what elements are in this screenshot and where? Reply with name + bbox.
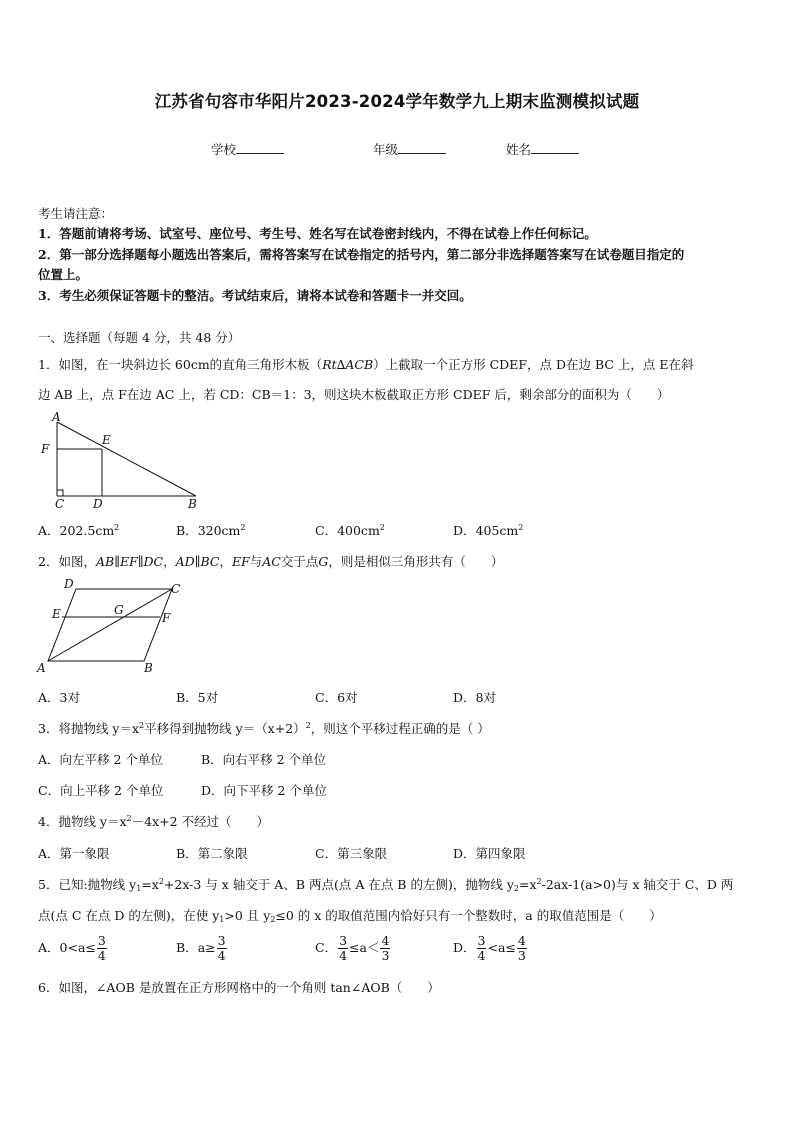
q5-option-c-num1: 3: [339, 933, 348, 948]
q2-label-b: B: [144, 661, 153, 675]
q3-text-a: 3．将抛物线 y＝x: [38, 721, 140, 736]
q2-ac: AC: [262, 554, 281, 569]
q2-option-b: B．5对: [176, 690, 219, 705]
q5-l2-b: >0 且 y: [224, 908, 271, 923]
q2-g: G: [318, 554, 329, 569]
q5-option-c-letter: C．: [315, 940, 338, 955]
q1-rt: Rt∆ACB: [322, 357, 374, 372]
q2-option-a: A．3对: [38, 690, 80, 705]
q3-exp1: 2: [139, 721, 145, 730]
q5-option-b-letter: B．: [176, 940, 198, 955]
q2-with: 与: [249, 554, 263, 569]
q2-cond1: AB∥EF∥DC: [95, 554, 164, 569]
q5-option-d: [453, 934, 528, 963]
q2-line: [38, 552, 503, 570]
q2-sep: ，: [163, 554, 176, 569]
q3-option-d: D．向下平移 2 个单位: [201, 783, 327, 798]
q5-l2-c: ≤0 的 x 的取值范围内恰好只有一个整数时，a 的取值范围是（ ）: [275, 908, 662, 923]
q1-label-f: F: [41, 442, 50, 456]
q2-diagonal-ac: [48, 589, 172, 661]
name-blank: [531, 141, 579, 154]
q2-prefix: 2．如图，: [38, 554, 96, 569]
q1-line1: [38, 355, 694, 373]
q5-option-c-frac2: [380, 934, 390, 963]
q2-cond2: AD∥BC: [175, 554, 220, 569]
q1-option-b: [176, 521, 246, 539]
q5-option-a-letter: A．: [38, 940, 60, 955]
grade-field: [373, 140, 446, 158]
q3-exp2: 2: [305, 721, 311, 730]
q1-option-b-value: 320cm: [197, 523, 241, 538]
q2-label-g: G: [114, 603, 124, 617]
section-heading: 一、选择题（每题 4 分，共 48 分）: [38, 330, 241, 345]
q5-option-a: [38, 934, 108, 963]
q3-option-a: A．向左平移 2 个单位: [38, 752, 163, 767]
q5-line2: [38, 906, 662, 924]
q4-option-a: A．第一象限: [38, 846, 110, 861]
q2-option-d: D．8对: [453, 690, 496, 705]
q1-option-b-letter: B．: [176, 523, 198, 538]
q1-option-b-exp: 2: [240, 523, 246, 532]
notice-item-2: 2．第一部分选择题每小题选出答案后，需将答案写在试卷指定的括号内，第二部分非选择题答案写在试卷题目指定的: [38, 247, 685, 262]
q1-label-a: A: [52, 410, 61, 424]
q3-line: [38, 719, 490, 737]
q2-label-d: D: [64, 577, 74, 591]
q4-line: [38, 812, 269, 830]
page-title: 江苏省句容市华阳片2023-2024学年数学九上期末监测模拟试题: [154, 92, 640, 111]
q5-option-a-num: 3: [97, 933, 106, 948]
q4-option-d: D．第四象限: [453, 846, 526, 861]
q5-l1-exp1: 2: [158, 877, 164, 886]
q5-option-b-den: 4: [217, 948, 226, 963]
q2-intersect: 交于点: [280, 554, 319, 569]
q1-option-d-value: 405cm: [475, 523, 519, 538]
q1-option-d-letter: D．: [453, 523, 476, 538]
school-field: [211, 140, 284, 158]
q5-option-d-letter: D．: [453, 940, 476, 955]
q1-option-d: [453, 521, 523, 539]
q1-right-angle-mark: [57, 490, 63, 496]
q5-l1-d: =x: [518, 877, 537, 892]
q2-mid: ，: [219, 554, 232, 569]
q5-option-a-frac: [97, 934, 107, 963]
q1-label-d: D: [93, 497, 103, 511]
q2-figure: [34, 576, 194, 678]
q5-option-d-frac2: [517, 934, 527, 963]
q1-option-c-value: 400cm: [337, 523, 380, 538]
q1-option-d-exp: 2: [518, 523, 524, 532]
q5-option-b: [176, 934, 228, 963]
q5-option-c: [315, 934, 391, 963]
q1-option-a-exp: 2: [114, 523, 120, 532]
name-label: 姓名: [506, 142, 532, 157]
q5-option-d-frac1: [477, 934, 487, 963]
grade-blank: [398, 141, 446, 154]
q5-option-b-pre: a≥: [197, 940, 216, 955]
q5-option-b-num: 3: [217, 933, 226, 948]
q5-option-c-frac1: [338, 934, 348, 963]
q5-l1-a: 5．已知:抛物线 y: [38, 877, 137, 892]
q1-label-b: B: [188, 497, 197, 511]
q4-option-c: C．第三象限: [315, 846, 388, 861]
q1-figure: [36, 410, 206, 512]
q5-l2-sub2: 2: [270, 915, 276, 924]
q5-option-d-den1: 4: [477, 948, 486, 963]
q5-option-b-frac: [217, 934, 227, 963]
q5-option-d-num1: 3: [477, 933, 486, 948]
q3-option-b: B．向右平移 2 个单位: [201, 752, 327, 767]
q5-line1: [38, 875, 733, 893]
q1-label-c: C: [55, 497, 65, 511]
q5-option-c-den1: 4: [339, 948, 348, 963]
q4-option-b: B．第二象限: [176, 846, 248, 861]
notice-heading: 考生请注意：: [38, 206, 114, 221]
q3-text-c: ，则这个平移过程正确的是（ ）: [310, 721, 490, 736]
q5-l1-sub2: 2: [513, 884, 519, 893]
q2-label-a: A: [37, 661, 46, 675]
q3-text-b: 平移得到抛物线 y＝（x+2）: [144, 721, 306, 736]
q2-ef: EF: [231, 554, 250, 569]
q4-text-b: －4x+2 不经过（ ）: [131, 814, 270, 829]
q2-label-f: F: [162, 611, 171, 625]
q6-line: 6．如图，∠AOB 是放置在正方形网格中的一个角则 tan∠AOB（ ）: [38, 980, 440, 995]
q5-option-d-den2: 3: [517, 948, 526, 963]
q5-l2-a: 点(点 C 在点 D 的左侧)，在使 y: [38, 908, 220, 923]
grade-label: 年级: [373, 142, 399, 157]
notice-item-1: 1．答题前请将考场、试室号、座位号、考生号、姓名写在试卷密封线内，不得在试卷上作任何标记。: [38, 226, 597, 241]
q5-option-c-num2: 4: [381, 933, 390, 948]
q1-label-e: E: [102, 433, 111, 447]
q2-label-e: E: [52, 607, 61, 621]
q5-l1-sub1: 1: [136, 884, 142, 893]
q1-option-a-letter: A．: [38, 523, 60, 538]
q5-l1-exp2: 2: [536, 877, 542, 886]
q5-option-c-den2: 3: [381, 948, 390, 963]
q1-option-c-exp: 2: [379, 523, 385, 532]
name-field: [506, 140, 579, 158]
q1-line2: 边 AB 上，点 F在边 AC 上，若 CD：CB＝1：3，则这块木板截取正方形 CDEF 后，剩余部分的面积为（ ）: [38, 387, 670, 402]
school-label: 学校: [211, 142, 237, 157]
q5-option-c-mid: ≤a＜: [349, 940, 380, 955]
school-blank: [236, 141, 284, 154]
q1-option-c: [315, 521, 385, 539]
q1-side-ab: [57, 422, 196, 496]
q3-option-c: C．向上平移 2 个单位: [38, 783, 164, 798]
notice-item-3: 3．考生必须保证答题卡的整洁。考试结束后，请将本试卷和答题卡一并交回。: [38, 288, 472, 303]
q1-option-a: [38, 521, 119, 539]
q5-l1-b: =x: [141, 877, 159, 892]
q5-option-a-den: 4: [97, 948, 106, 963]
q5-l1-c: +2x-3 与 x 轴交于 A、B 两点(点 A 在点 B 的左侧)，抛物线 y: [163, 877, 514, 892]
q2-label-c: C: [171, 582, 181, 596]
q4-exp: 2: [126, 814, 132, 823]
q2-option-c: C．6对: [315, 690, 358, 705]
q5-option-d-mid: <a≤: [487, 940, 516, 955]
q2-suffix: ，则是相似三角形共有（ ）: [328, 554, 504, 569]
q1-option-a-value: 202.5cm: [59, 523, 115, 538]
q5-l1-e: -2ax-1(a>0)与 x 轴交于 C、D 两: [541, 877, 734, 892]
q5-option-d-num2: 4: [517, 933, 526, 948]
notice-item-2-cont: 位置上。: [38, 267, 89, 282]
q1-text-b: ）上截取一个正方形 CDEF，点 D在边 BC 上，点 E在斜: [373, 357, 694, 372]
q5-l2-sub1: 1: [219, 915, 225, 924]
q5-option-a-pre: 0<a≤: [59, 940, 96, 955]
q4-text-a: 4．抛物线 y＝x: [38, 814, 127, 829]
q1-option-c-letter: C．: [315, 523, 338, 538]
q1-text-a: 1．如图，在一块斜边长 60cm的直角三角形木板（: [38, 357, 323, 372]
